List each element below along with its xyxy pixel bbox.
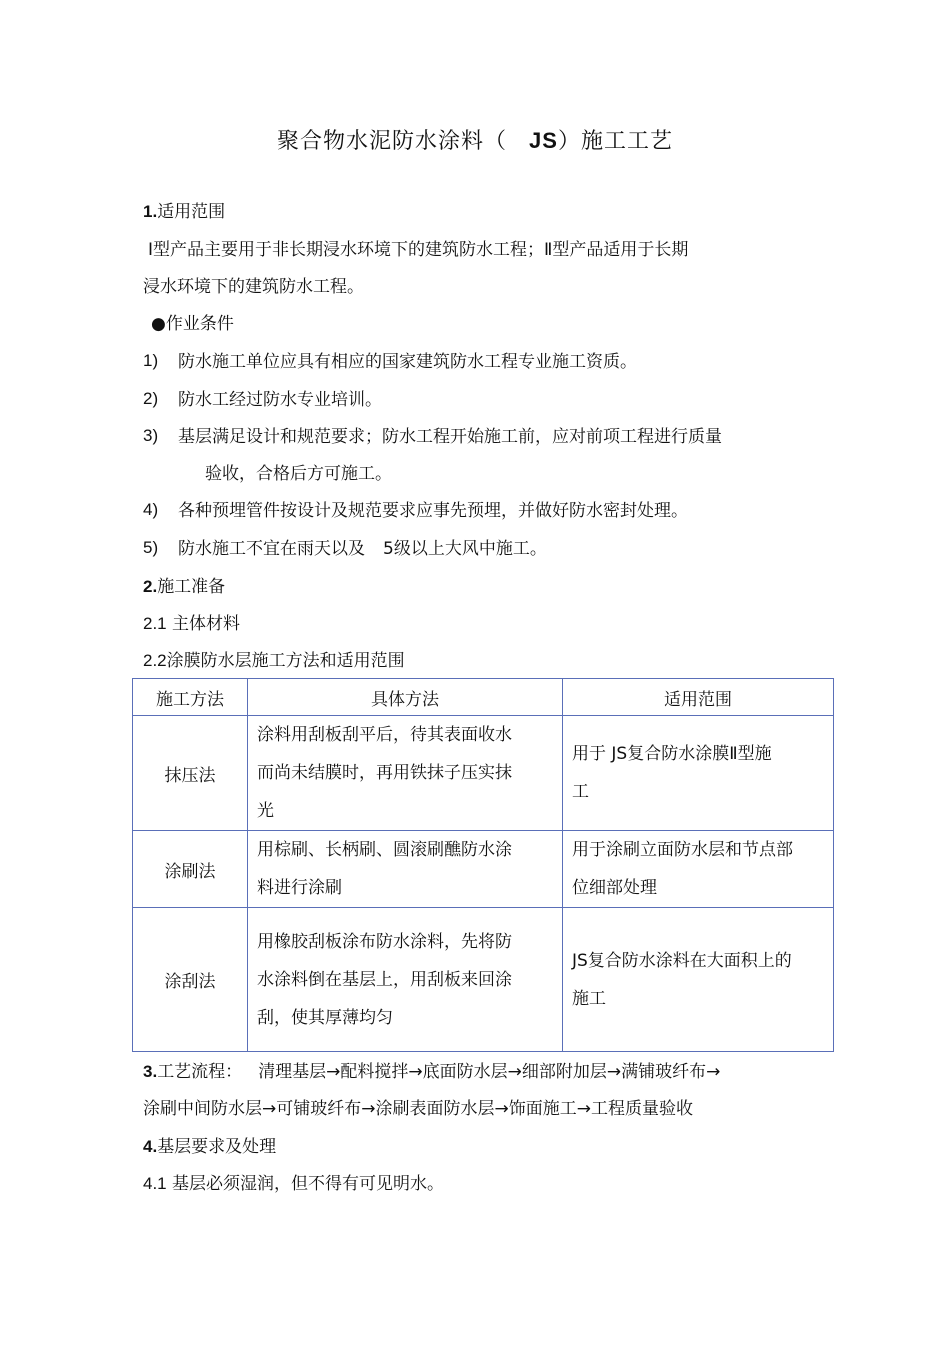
detail-line: 用橡胶刮板涂布防水涂料，先将防 [257, 931, 512, 952]
condition-item-5 [178, 538, 547, 560]
section-2-1-number: 2.1 [143, 614, 167, 633]
detail-line: 料进行涂刷 [257, 878, 342, 898]
section-3-heading [143, 1061, 720, 1083]
section-2-1-title: 主体材料 [172, 614, 241, 634]
detail-line: 水涂料倒在基层上，用刮板来回涂 [257, 969, 512, 990]
section-2-2 [143, 650, 405, 672]
condition-item-3-cont: 验收，合格后方可施工。 [205, 464, 392, 484]
table-header-detail: 具体方法 [248, 679, 563, 716]
section-4-number: 4. [143, 1137, 158, 1156]
condition-item-5-a: 防水施工不宜在雨天以及 [178, 539, 365, 559]
table-cell-scope [563, 831, 834, 908]
detail-line: 涂料用刮板刮平后，待其表面收水 [257, 725, 512, 745]
section-2-2-title: 涂膜防水层施工方法和适用范围 [166, 651, 405, 671]
title-main: 聚合物水泥防水涂料（ [277, 129, 508, 154]
table-row [133, 831, 834, 908]
section-4-heading [143, 1136, 276, 1158]
item-number: 1) [143, 351, 159, 370]
item-number: 5) [143, 538, 159, 557]
scope-line: 用于 JS复合防水涂膜Ⅱ型施 [572, 744, 772, 764]
condition-item-3: 基层满足设计和规范要求；防水工程开始施工前，应对前项工程进行质量 [178, 427, 722, 447]
detail-line: 刮，使其厚薄均匀 [257, 1007, 393, 1028]
process-flow-line-1: 清理基层→配料搅拌→底面防水层→细部附加层→满铺玻纤布→ [258, 1062, 721, 1082]
table-cell-detail [248, 716, 563, 831]
table-cell-scope [563, 716, 834, 831]
section-2-title: 施工准备 [157, 577, 226, 597]
condition-item-2: 防水工经过防水专业培训。 [178, 390, 382, 410]
process-flow-line-2: 涂刷中间防水层→可铺玻纤布→涂刷表面防水层→饰面施工→工程质量验收 [143, 1099, 693, 1119]
condition-item-1: 防水施工单位应具有相应的国家建筑防水工程专业施工资质。 [178, 352, 637, 372]
section-2-1 [143, 613, 240, 635]
scope-paragraph-line-2: 浸水环境下的建筑防水工程。 [143, 277, 364, 297]
item-number: 2) [143, 389, 159, 408]
condition-item-5-b: 5级以上大风中施工。 [383, 539, 547, 559]
item-number: 4) [143, 500, 159, 519]
table-cell-scope [563, 908, 834, 1052]
conditions-heading: ●作业条件 [151, 314, 234, 334]
section-2-2-number: 2.2 [143, 651, 167, 670]
section-4-1-text: 基层必须湿润，但不得有可见明水。 [172, 1174, 445, 1194]
section-2-number: 2. [143, 577, 158, 596]
table-cell-method: 涂刮法 [133, 908, 248, 1052]
scope-line: 工 [572, 782, 589, 802]
section-3-title: 工艺流程： [157, 1062, 243, 1082]
table-cell-method: 涂刷法 [133, 831, 248, 908]
section-1-title: 适用范围 [157, 202, 226, 222]
scope-paragraph-line-1: Ⅰ型产品主要用于非长期浸水环境下的建筑防水工程；Ⅱ型产品适用于长期 [148, 240, 689, 260]
section-1-number: 1. [143, 202, 158, 221]
detail-line: 用棕刷、长柄刷、圆滚刷醮防水涂 [257, 840, 512, 860]
scope-line: 用于涂刷立面防水层和节点部 [572, 840, 793, 860]
table-row [133, 716, 834, 831]
condition-item-4: 各种预埋管件按设计及规范要求应事先预埋，并做好防水密封处理。 [178, 501, 688, 521]
detail-line: 而尚未结膜时，再用铁抹子压实抹 [257, 763, 512, 783]
table-header-row [133, 679, 834, 716]
section-1-heading [143, 201, 225, 223]
table-cell-detail [248, 831, 563, 908]
scope-line: JS复合防水涂料在大面积上的 [572, 950, 792, 971]
title-tail: ）施工工艺 [557, 129, 673, 154]
detail-line: 光 [257, 801, 274, 821]
table-cell-method: 抹压法 [133, 716, 248, 831]
construction-methods-table [132, 678, 834, 1052]
section-4-1-number: 4.1 [143, 1174, 167, 1193]
section-3-number: 3. [143, 1062, 158, 1081]
table-cell-detail [248, 908, 563, 1052]
table-header-method: 施工方法 [133, 679, 248, 716]
document-title [0, 124, 950, 155]
section-2-heading [143, 576, 225, 598]
scope-line: 施工 [572, 988, 606, 1009]
item-number: 3) [143, 426, 159, 445]
section-4-title: 基层要求及处理 [157, 1137, 277, 1157]
table-header-scope: 适用范围 [563, 679, 834, 716]
section-4-1 [143, 1173, 444, 1195]
scope-line: 位细部处理 [572, 878, 657, 898]
table-row [133, 908, 834, 1052]
title-js: JS [529, 128, 558, 153]
